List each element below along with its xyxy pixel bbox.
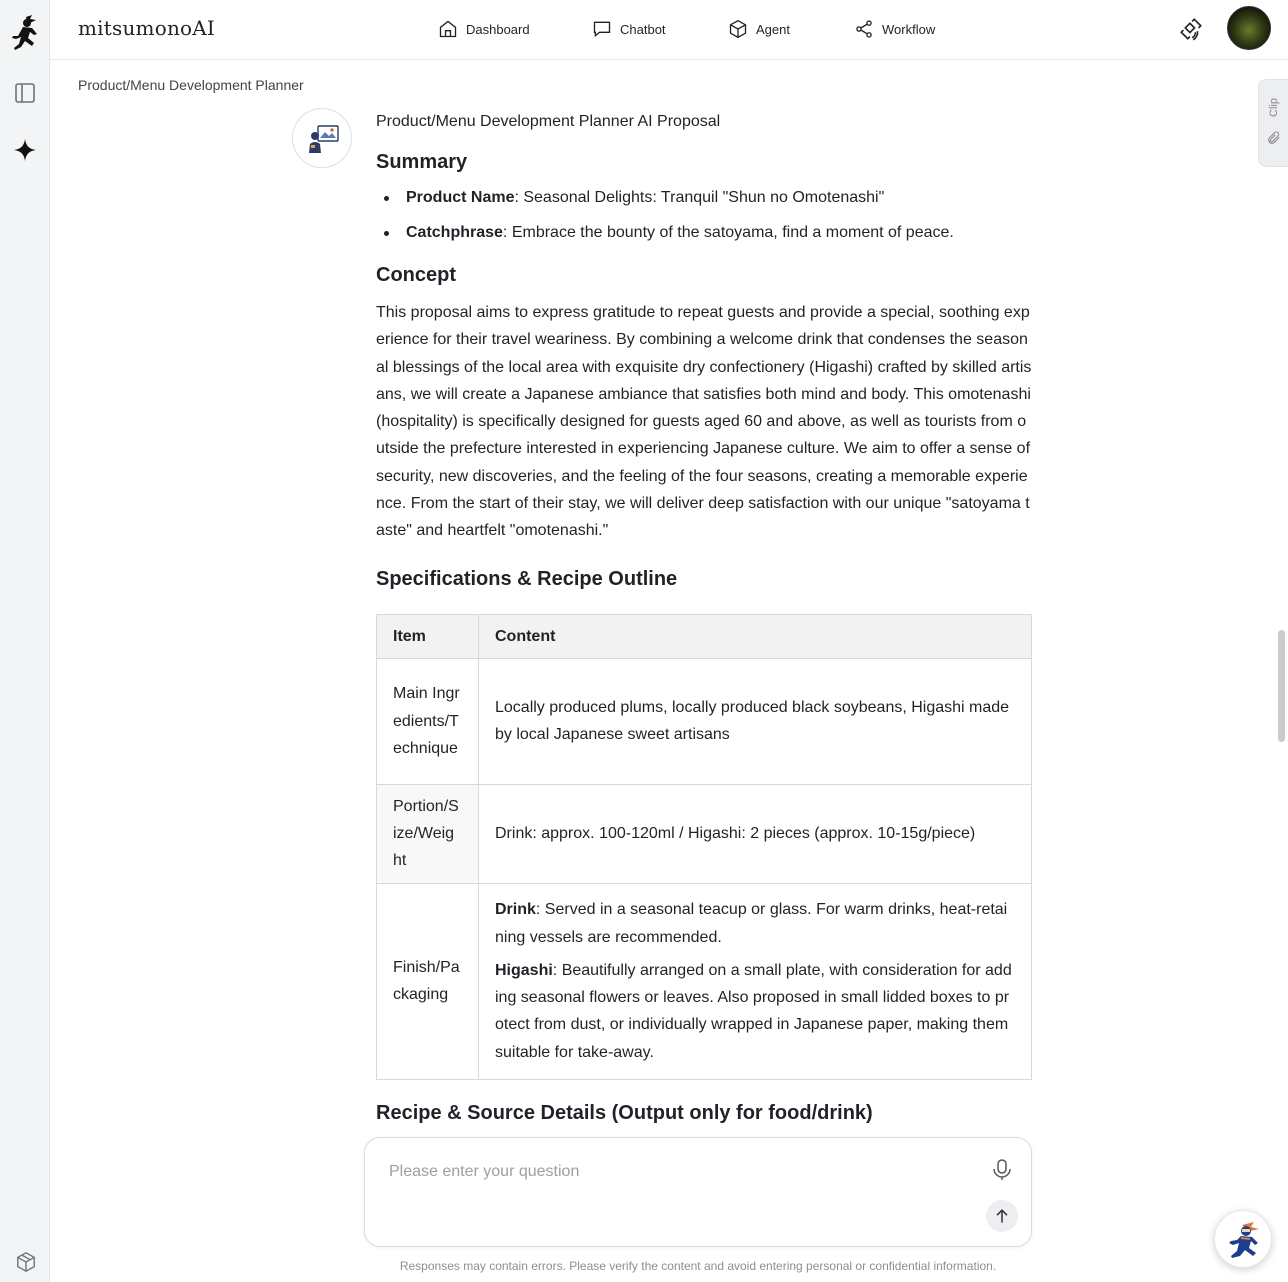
- summary-heading: Summary: [376, 151, 468, 173]
- message-title: Product/Menu Development Planner AI Proposal: [376, 113, 721, 130]
- recipe-heading: Recipe & Source Details (Output only for food/drink): [376, 1101, 873, 1124]
- summary-key: Catchphrase: [406, 224, 503, 241]
- breadcrumb[interactable]: Product/Menu Development Planner: [78, 77, 304, 93]
- chat-composer: [364, 1137, 1032, 1247]
- table-cell-content: Drink: approx. 100-120ml / Higashi: 2 pieces (approx. 10-15g/piece): [479, 784, 1032, 883]
- table-header-row: [377, 614, 1032, 658]
- concept-heading: Concept: [376, 264, 456, 286]
- nav-workflow[interactable]: [854, 16, 935, 42]
- nav-agent-label: Agent: [756, 21, 790, 37]
- clip-tab[interactable]: [1258, 79, 1288, 167]
- summary-value: : Seasonal Delights: Tranquil "Shun no Omotenashi": [514, 189, 885, 206]
- toggle-sidebar-icon[interactable]: [13, 81, 37, 105]
- planner-bot-icon: [306, 123, 340, 155]
- summary-key: Product Name: [406, 189, 515, 206]
- home-icon: [438, 19, 458, 39]
- nav-dashboard[interactable]: [438, 16, 530, 42]
- codesandbox-icon[interactable]: [15, 1251, 37, 1273]
- nav-agent[interactable]: [728, 16, 790, 42]
- cube-icon: [728, 19, 748, 39]
- list-item: [376, 221, 1032, 245]
- satellite-icon[interactable]: [1178, 16, 1204, 42]
- nav-chatbot[interactable]: [592, 16, 666, 42]
- left-rail: [0, 0, 50, 1282]
- scrollbar-thumb[interactable]: [1278, 630, 1285, 742]
- question-input[interactable]: [389, 1158, 969, 1186]
- top-header: [50, 0, 1288, 60]
- table-header-content: Content: [479, 614, 1032, 658]
- table-cell-item: Main Ingredients/Technique: [377, 658, 479, 784]
- paperclip-icon: [1266, 130, 1282, 146]
- packaging-higashi-value: : Beautifully arranged on a small plate, with consideration for adding seasonal flowers or leaves. Also proposed in small lidded boxes to protect from dust, or individually wrapped in Japanese paper, making them suitable for take-away.: [495, 961, 1012, 1061]
- chat-bubble-icon: [592, 19, 612, 39]
- table-cell-content: Locally produced plums, locally produced black soybeans, Higashi made by local Japanese sweet artisans: [479, 658, 1032, 784]
- table-row: [377, 784, 1032, 883]
- ninja-logo-icon[interactable]: [9, 14, 41, 50]
- ninja-mascot-icon: [1226, 1221, 1262, 1259]
- clip-label: Clip: [1268, 98, 1280, 117]
- list-item: [376, 186, 1032, 210]
- user-avatar[interactable]: [1227, 6, 1271, 50]
- microphone-icon[interactable]: [991, 1158, 1013, 1182]
- assistant-launcher-button[interactable]: [1214, 1210, 1272, 1268]
- nav-chatbot-label: Chatbot: [620, 21, 666, 37]
- disclaimer-text: Responses may contain errors. Please verify the content and avoid entering personal or confidential information.: [399, 1259, 997, 1273]
- arrow-up-icon: [992, 1206, 1012, 1226]
- packaging-drink: [495, 896, 1015, 951]
- nav-dashboard-label: Dashboard: [466, 21, 530, 37]
- table-header-item: Item: [377, 614, 479, 658]
- summary-list: [376, 186, 1032, 245]
- packaging-drink-value: : Served in a seasonal teacup or glass. For warm drinks, heat-retaining vessels are recommended.: [495, 901, 1008, 946]
- packaging-higashi-key: Higashi: [495, 961, 553, 979]
- send-button[interactable]: [986, 1200, 1018, 1232]
- sparkle-icon[interactable]: [13, 138, 37, 162]
- table-cell-content: [479, 883, 1032, 1079]
- assistant-message: [376, 112, 1032, 1128]
- table-row: [377, 658, 1032, 784]
- concept-paragraph: This proposal aims to express gratitude to repeat guests and provide a special, soothing experience for their travel weariness. By combining a welcome drink that condenses the seasonal blessings of the local area with exquisite dry confectionery (Higashi) crafted by skilled artisans, we will create a Japanese ambiance that satisfies both mind and body. This omotenashi (hospitality) is specifically designed for guests aged 60 and above, as well as tourists from outside the prefecture interested in experiencing Japanese culture. We aim to offer a sense of security, new discoveries, and the feeling of the four seasons, creating a memorable experience. From the start of their stay, we will deliver deep satisfaction with our unique "satoyama taste" and heartfelt "omotenashi.": [376, 304, 1032, 540]
- table-cell-item: Finish/Packaging: [377, 883, 479, 1079]
- summary-value: : Embrace the bounty of the satoyama, find a moment of peace.: [502, 224, 954, 241]
- assistant-avatar: [292, 108, 352, 168]
- spec-table: [376, 614, 1032, 1080]
- spec-heading: Specifications & Recipe Outline: [376, 567, 678, 590]
- brand-name[interactable]: mitsumonoAI: [78, 16, 216, 40]
- table-cell-item: Portion/Size/Weight: [377, 784, 479, 883]
- packaging-drink-key: Drink: [495, 901, 536, 919]
- packaging-higashi: [495, 957, 1015, 1066]
- share-nodes-icon: [854, 19, 874, 39]
- nav-workflow-label: Workflow: [882, 21, 936, 37]
- table-row: [377, 883, 1032, 1079]
